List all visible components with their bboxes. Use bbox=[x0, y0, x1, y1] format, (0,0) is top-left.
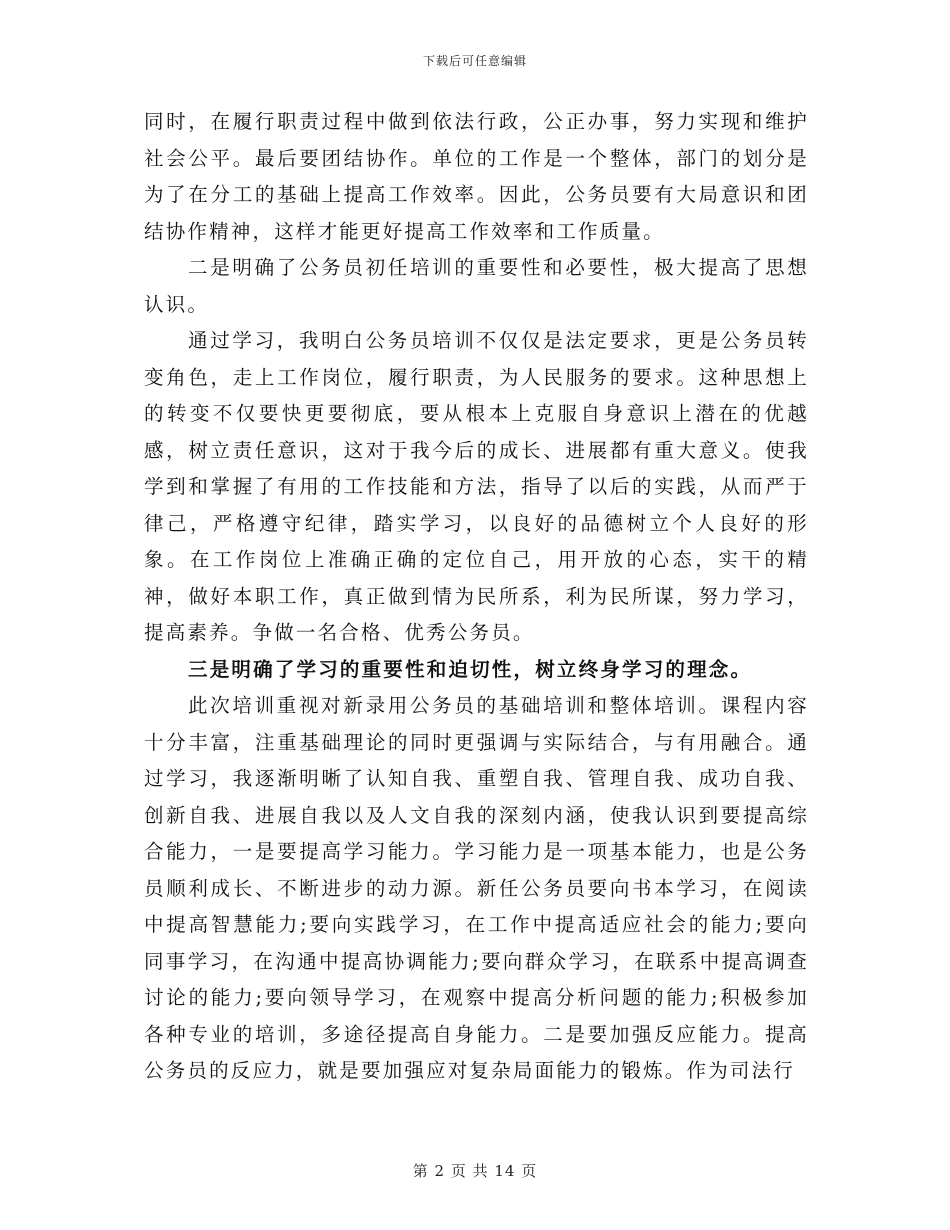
paragraph-study-reflection: 通过学习，我明白公务员培训不仅仅是法定要求，更是公务员转变角色，走上工作岗位，履行职责，为人民服务的要求。这种思想上的转变不仅要快更要彻底，要从根本上克服自身意识上潜在的优越感，树立责任意识，这对于我今后的成长、进展都有重大意义。使我学到和掌握了有用的工作技能和方法，指导了以后的实践，从而严于律己，严格遵守纪律，踏实学习，以良好的品德树立个人良好的形象。在工作岗位上准确正确的定位自己，用开放的心态，实干的精神，做好本职工作，真正做到情为民所系，利为民所谋，努力学习，提高素养。争做一名合格、优秀公务员。 bbox=[144, 329, 809, 644]
paragraph-point-two: 二是明确了公务员初任培训的重要性和必要性，极大提高了思想认识。 bbox=[144, 256, 809, 316]
section-heading-point-three: 三是明确了学习的重要性和迫切性，树立终身学习的理念。 bbox=[188, 657, 753, 681]
document-body bbox=[144, 104, 809, 1090]
paragraph-training-content: 此次培训重视对新录用公务员的基础培训和整体培训。课程内容十分丰富，注重基础理论的同时更强调与实际结合，与有用融合。通过学习，我逐渐明晰了认知自我、重塑自我、管理自我、成功自我、创新自我、进展自我以及人文自我的深刻内涵，使我认识到要提高综合能力，一是要提高学习能力。学习能力是一项基本能力，也是公务员顺利成长、不断进步的动力源。新任公务员要向书本学习，在阅读中提高智慧能力;要向实践学习，在工作中提高适应社会的能力;要向同事学习，在沟通中提高协调能力;要向群众学习，在联系中提高调查讨论的能力;要向领导学习，在观察中提高分析问题的能力;积极参加各种专业的培训，多途径提高自身能力。二是要加强反应能力。提高公务员的反应力，就是要加强应对复杂局面能力的锻炼。作为司法行 bbox=[144, 694, 809, 1082]
paragraph-continuation: 同时，在履行职责过程中做到依法行政，公正办事，努力实现和维护社会公平。最后要团结协作。单位的工作是一个整体，部门的划分是为了在分工的基础上提高工作效率。因此，公务员要有大局意识和团结协作精神，这样才能更好提高工作效率和工作质量。 bbox=[144, 110, 809, 243]
page-footer: 第 2 页 共 14 页 bbox=[412, 1162, 538, 1180]
page-header: 下载后可任意编辑 bbox=[422, 54, 527, 68]
